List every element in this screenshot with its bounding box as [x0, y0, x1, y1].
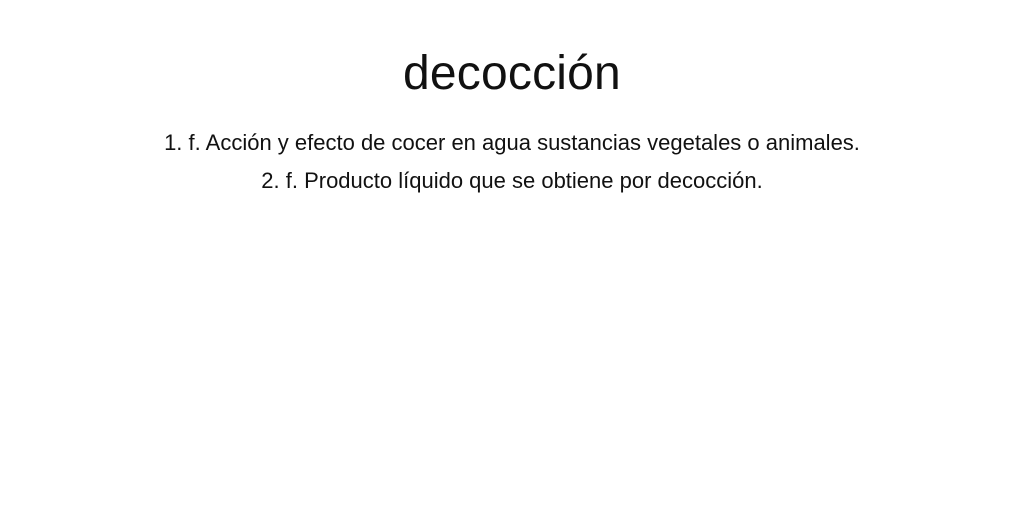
definition-1: 1. f. Acción y efecto de cocer en agua sustancias vegetales o animales. [164, 130, 860, 155]
definition-list [0, 124, 1024, 200]
definition-2: 2. f. Producto líquido que se obtiene por decocción. [261, 168, 763, 193]
headword-title: decocción [403, 47, 621, 100]
